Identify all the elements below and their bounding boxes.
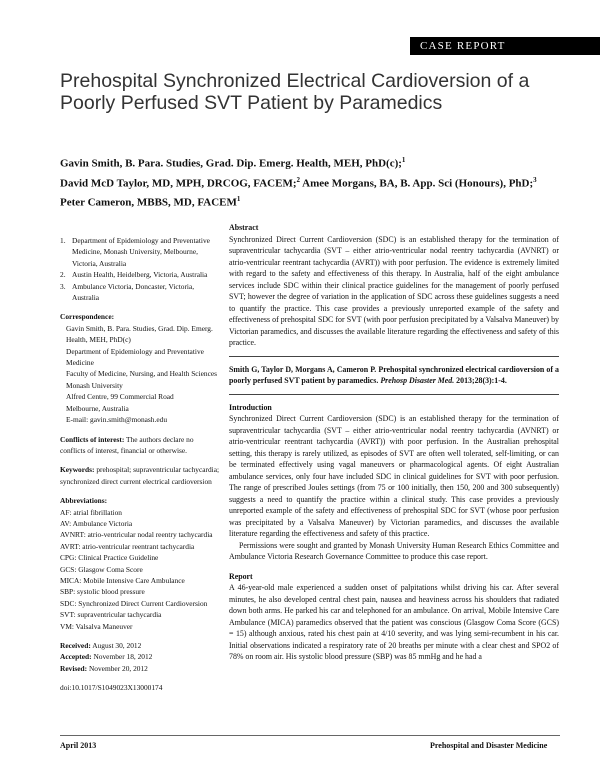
abstract-heading: Abstract [229, 223, 259, 232]
correspondence-block [60, 311, 220, 425]
citation-journal: Prehosp Disaster Med. [378, 376, 455, 385]
abbreviation-item: GCS: Glasgow Coma Score [60, 564, 143, 574]
report-text: A 46-year-old male experienced a sudden onset of palpitations whilst driving his car. After several minutes, he also developed central chest pain, nausea and heaviness across his shoulders that radiated down both arms. He parked his car and telephoned for an ambulance. On arrival, Mobile Intensive Care Ambulance (MICA) paramedics observed that the patient was conscious (Glasgow Coma Score (GCS) = 15) although anxious, rated his chest pain at 4/10 severity, and was lying semi-recumbent in his car. Initial observations indicated a respiratory rate of 20 breaths per minute with a clear chest and SPO2 of 78% on room air. His systolic blood pressure (SBP) was 85 mmHg and he had a [229, 583, 559, 661]
correspondence-heading: Correspondence: [60, 312, 115, 322]
affiliation-sup: 1 [401, 156, 406, 164]
received-date: August 30, 2012 [90, 641, 142, 650]
citation-ref: 2013;28(3):1-4. [454, 376, 507, 385]
affiliation-number: 3. [60, 281, 66, 291]
correspondence-name: Gavin Smith, B. Para. Studies, Grad. Dip. Emerg. Health, MEH, PhD(c) [66, 323, 213, 345]
abbreviation-item: VM: Valsalva Maneuver [60, 621, 133, 631]
keywords-heading: Keywords: [60, 465, 95, 475]
affiliation-text: Ambulance Victoria, Doncaster, Victoria, Australia [72, 281, 195, 303]
abbreviation-item: AF: atrial fibrillation [60, 507, 122, 517]
affiliation-number: 1. [60, 236, 66, 245]
footer-divider [60, 735, 560, 736]
introduction-paragraph-1: Synchronized Direct Current Cardioversion (SDC) is an established therapy for the termination of supraventricular tachycardia (SVT – either atrio-ventricular nodal reentry tachycardia (AVNRT) or atrio-ventricular reentrant tachycardia (AVRT)) with poor perfusion. In the Australian prehospital setting, this therapy is rarely utilized, as episodes of SVT are often well tolerated, self-limiting, or can be terminated effectively using vagal maneuvers or pharmacological agents. Of eight Australian ambulance services, only four have included SDC in clinical guidelines for SVT with poor perfusion. The range of prescribed Joules settings (from 75 or 100 initially, then 150, 200 and 300 subsequently) suggests a need to quantify the practice within a clinical study. This case provides a previously unreported example of the safety and effectiveness of prehospital SDC for SVT (whose poor perfusion was precipitated by a Valsalva Maneuver) by Victorian paramedics, and discusses the available literature regarding the effectiveness and safety of this practice. [229, 414, 559, 538]
correspondence-dept: Department of Epidemiology and Preventative Medicine [66, 346, 204, 368]
keywords-block [60, 464, 220, 487]
author-line-1: Gavin Smith, B. Para. Studies, Grad. Dip. Emerg. Health, MEH, PhD(c); [60, 157, 402, 170]
report-heading: Report [229, 571, 253, 581]
correspondence-city: Melbourne, Australia [66, 403, 129, 413]
divider [229, 394, 559, 395]
conflicts-text: The authors declare no conflicts of interest, financial or otherwise. [60, 434, 194, 455]
affiliation-sup: 1 [236, 195, 241, 204]
abstract-text: Synchronized Direct Current Cardioversion (SDC) is an established therapy for the termination of supraventricular tachycardia (SVT – either atrio-ventricular nodal reentry tachycardia (AVNRT) or atrio-ventricular reentrant tachycardia (AVRT)) with poor perfusion. The evidence is extremely limited with regard to the safety and effectiveness of this therapy. In Australia, half of the eight ambulance services include SDC within their clinical practice guidelines for the management of poorly perfused SVT; however the degree of variation in the application of SDC across these guidelines suggests a need to quantify the practice. This case provides a previously unreported example of the safety and effectiveness of prehospital SDC for SVT (with poor perfusion precipitated by a Valsalva Maneuver) by Victorian paramedics, and discusses the available literature regarding the effectiveness and safety of this practice. [229, 234, 559, 347]
abbreviation-item: CPG: Clinical Practice Guideline [60, 553, 159, 563]
revised-label: Revised: [60, 663, 88, 673]
accepted-date: November 18, 2012 [91, 652, 153, 662]
received-label: Received: [60, 641, 91, 650]
revised-date: November 20, 2012 [87, 663, 148, 673]
affiliation-text: Department of Epidemiology and Preventative Medicine, Monash University, Melbourne, Victoria, Australia [72, 236, 210, 268]
abbreviation-item: SDC: Synchronized Direct Current Cardioversion [60, 598, 208, 608]
footer-date: April 2013 [60, 741, 97, 750]
affiliation-sup: 2 [296, 175, 300, 184]
keywords-text: prehospital; supraventricular tachycardia; synchronized direct current electrical cardioversion [60, 465, 220, 486]
abbreviation-item: AV: Ambulance Victoria [60, 518, 133, 528]
correspondence-faculty: Faculty of Medicine, Nursing, and Health Sciences [66, 369, 218, 379]
introduction-heading: Introduction [229, 402, 272, 412]
affiliation-item [60, 235, 220, 269]
author-line-3: Peter Cameron, MBBS, MD, FACEM [60, 196, 237, 209]
affiliation-text: Austin Health, Heidelberg, Victoria, Australia [72, 270, 208, 280]
section-banner: CASE REPORT [410, 37, 600, 55]
citation-authors: Smith G, Taylor D, Morgans A, Cameron P. Prehospital synchronized electrical cardioversion of a poorly perfused SVT patient by paramedics. [229, 364, 559, 385]
abbreviations-block [60, 495, 220, 632]
sidebar [60, 235, 220, 694]
dates-block [60, 640, 220, 674]
affiliation-item [60, 269, 220, 280]
abbreviation-item: SVT: supraventricular tachycardia [60, 610, 162, 620]
author-line-2b: Amee Morgans, BA, B. App. Sci (Honours), PhD; [299, 177, 534, 190]
doi[interactable]: doi:10.1017/S1049023X13000174 [60, 683, 163, 693]
accepted-label: Accepted: [60, 652, 92, 662]
correspondence-university: Monash University [66, 380, 123, 390]
affiliation-number: 2. [60, 270, 66, 280]
introduction-paragraph-2: Permissions were sought and granted by Monash University Human Research Ethics Committee and Ambulance Victoria Research Governance Committee to produce this case report. [229, 540, 559, 561]
correspondence-email[interactable]: E-mail: gavin.smith@monash.edu [66, 415, 168, 425]
author-line-2: David McD Taylor, MD, MPH, DRCOG, FACEM; [60, 177, 297, 190]
abbreviation-item: MICA: Mobile Intensive Care Ambulance [60, 575, 185, 585]
correspondence-street: Alfred Centre, 99 Commercial Road [66, 392, 174, 402]
abbreviation-item: AVNRT: atrio-ventricular nodal reentry tachycardia [60, 530, 213, 540]
abbreviations-heading: Abbreviations: [60, 496, 108, 506]
affiliation-sup: 3 [533, 175, 537, 184]
footer-journal: Prehospital and Disaster Medicine [430, 741, 548, 750]
citation [229, 364, 559, 387]
conflicts-heading: Conflicts of interest: [60, 434, 125, 444]
affiliation-item [60, 281, 220, 304]
conflicts-block [60, 434, 220, 457]
abbreviation-item: AVRT: atrio-ventricular reentrant tachycardia [60, 541, 195, 551]
abbreviation-item: SBP: systolic blood pressure [60, 587, 145, 597]
author-list [60, 152, 560, 211]
divider [229, 356, 559, 357]
main-column [229, 222, 559, 663]
article-title: Prehospital Synchronized Electrical Cardioversion of a Poorly Perfused SVT Patient by Paramedics [60, 70, 530, 114]
